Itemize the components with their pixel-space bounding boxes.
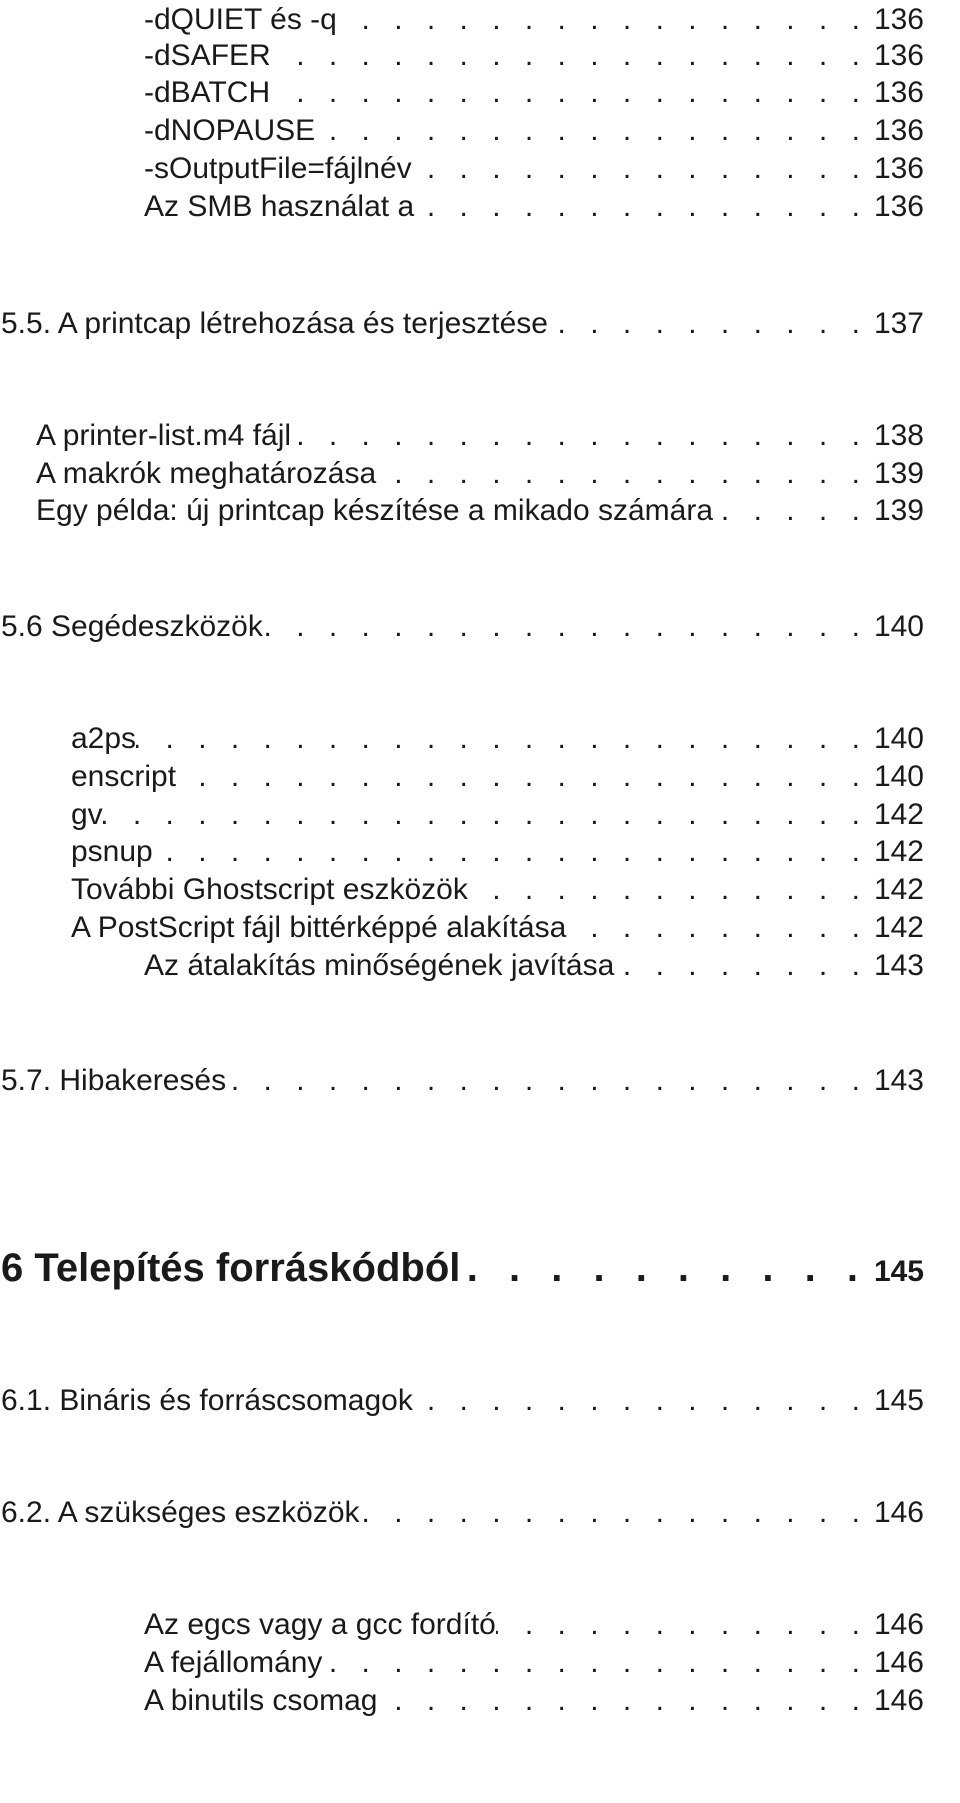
toc-leader-dots	[376, 456, 874, 492]
toc-page-number: 142	[873, 873, 924, 906]
toc-entry-title: A makrók meghatározása	[36, 457, 377, 490]
toc-page-number: 136	[873, 152, 924, 185]
toc-entry-title: 6.1. Bináris és forráscsomagok	[1, 1384, 413, 1417]
toc-entry-title: Az egcs vagy a gcc fordító	[144, 1608, 496, 1641]
toc-leader-dots	[413, 1383, 874, 1419]
toc-leader-dots	[263, 609, 874, 645]
toc-entry	[36, 456, 924, 492]
toc-entry	[144, 38, 924, 74]
toc-leader-dots	[270, 75, 874, 111]
toc-entry-title: További Ghostscript eszközök	[71, 873, 468, 906]
toc-entry-title: 5.5. A printcap létrehozása és terjesztése	[1, 307, 548, 340]
toc-entry-title: gv	[71, 798, 103, 831]
toc-leader-dots	[713, 493, 874, 529]
toc-leader-dots	[614, 948, 874, 984]
toc-page-number: 146	[873, 1496, 924, 1529]
toc-leader-dots	[153, 834, 874, 870]
toc-entry-title: A fejállomány	[144, 1646, 323, 1679]
toc-leader-dots	[360, 1495, 874, 1531]
toc-section	[1, 1495, 924, 1531]
toc-entry	[144, 1683, 924, 1719]
toc-entry	[144, 1645, 924, 1681]
toc-page-number: 142	[873, 835, 924, 868]
toc-page-number: 136	[873, 76, 924, 109]
toc-section	[1, 1383, 924, 1419]
toc-entry	[71, 834, 924, 870]
toc-page-number: 140	[873, 610, 924, 643]
toc-entry	[71, 759, 924, 795]
toc-leader-dots	[271, 38, 874, 74]
toc-leader-dots	[337, 2, 874, 38]
toc-leader-dots	[315, 113, 874, 149]
toc-page-number: 136	[873, 3, 924, 36]
toc-leader-dots	[322, 1645, 874, 1681]
toc-leader-dots	[566, 910, 874, 946]
toc-entry	[36, 418, 924, 454]
toc-entry	[144, 75, 924, 111]
toc-entry	[71, 797, 924, 833]
toc-entry-title: 5.6 Segédeszközök	[1, 610, 263, 643]
toc-leader-dots	[548, 306, 874, 342]
toc-section	[1, 609, 924, 645]
toc-page-number: 146	[873, 1608, 924, 1641]
toc-page-number: 145	[873, 1384, 924, 1417]
toc-page-number: 137	[873, 307, 924, 340]
toc-entry	[71, 910, 924, 946]
toc-entry	[144, 189, 924, 225]
toc-entry-title: enscript	[71, 760, 177, 793]
toc-leader-dots	[226, 1063, 874, 1099]
toc-page-number: 145	[873, 1255, 924, 1288]
toc-page-number: 142	[873, 911, 924, 944]
toc-entry-title: A printer-list.m4 fájl	[36, 419, 292, 452]
toc-entry-title: -dNOPAUSE	[144, 114, 316, 147]
toc-leader-dots	[103, 797, 874, 833]
toc-entry-title: psnup	[71, 835, 153, 868]
toc-leader-dots	[414, 189, 874, 225]
toc-leader-dots	[496, 1607, 874, 1643]
toc-page-number: 140	[873, 760, 924, 793]
toc-entry	[71, 872, 924, 908]
toc-page-number: 136	[873, 114, 924, 147]
toc-entry-title: -dBATCH	[144, 76, 271, 109]
toc-entry	[144, 2, 924, 38]
toc-page-number: 143	[873, 1064, 924, 1097]
toc-page-number: 140	[873, 722, 924, 755]
toc-entry-title: -dQUIET és -q	[144, 3, 337, 36]
toc-leader-dots	[176, 759, 874, 795]
toc-page-number: 136	[873, 39, 924, 72]
toc-entry	[144, 113, 924, 149]
toc-entry-title: a2ps	[71, 722, 137, 755]
toc-entry-title: Az átalakítás minőségének javítása	[144, 949, 615, 982]
toc-entry-title: Egy példa: új printcap készítése a mikado számára	[36, 494, 714, 527]
toc-entry	[144, 948, 924, 984]
toc-section	[1, 1063, 924, 1099]
toc-entry-title: 6.2. A szükséges eszközök	[1, 1496, 360, 1529]
toc-section	[1, 306, 924, 342]
toc-page-number: 136	[873, 190, 924, 223]
toc-leader-dots	[468, 872, 874, 908]
toc-entry-title: -sOutputFile=fájlnév	[144, 152, 412, 185]
toc-entry	[144, 151, 924, 187]
toc-entry-title: 5.7. Hibakeresés	[1, 1064, 227, 1097]
toc-entry	[36, 493, 924, 529]
toc-leader-dots	[291, 418, 874, 454]
toc-page-number: 139	[873, 494, 924, 527]
toc-entry-title: -dSAFER	[144, 39, 271, 72]
toc-entry-title: Az SMB használat a	[144, 190, 415, 223]
toc-page-number: 138	[873, 419, 924, 452]
toc-page-number: 146	[873, 1646, 924, 1679]
toc-entry-title: A binutils csomag	[144, 1684, 378, 1717]
toc-leader-dots	[412, 151, 874, 187]
toc-page-number: 142	[873, 798, 924, 831]
toc-entry-title: A PostScript fájl bittérképpé alakítása	[71, 911, 567, 944]
toc-chapter-title: 6 Telepítés forráskódból	[1, 1246, 461, 1290]
toc-page-number: 146	[873, 1684, 924, 1717]
toc-entry	[71, 721, 924, 757]
toc-chapter	[1, 1244, 924, 1292]
toc-page-number: 143	[873, 949, 924, 982]
toc-leader-dots	[136, 721, 874, 757]
toc-entry	[144, 1607, 924, 1643]
toc-leader-dots	[377, 1683, 873, 1719]
toc-page-number: 139	[873, 457, 924, 490]
toc-leader-dots	[460, 1244, 874, 1292]
